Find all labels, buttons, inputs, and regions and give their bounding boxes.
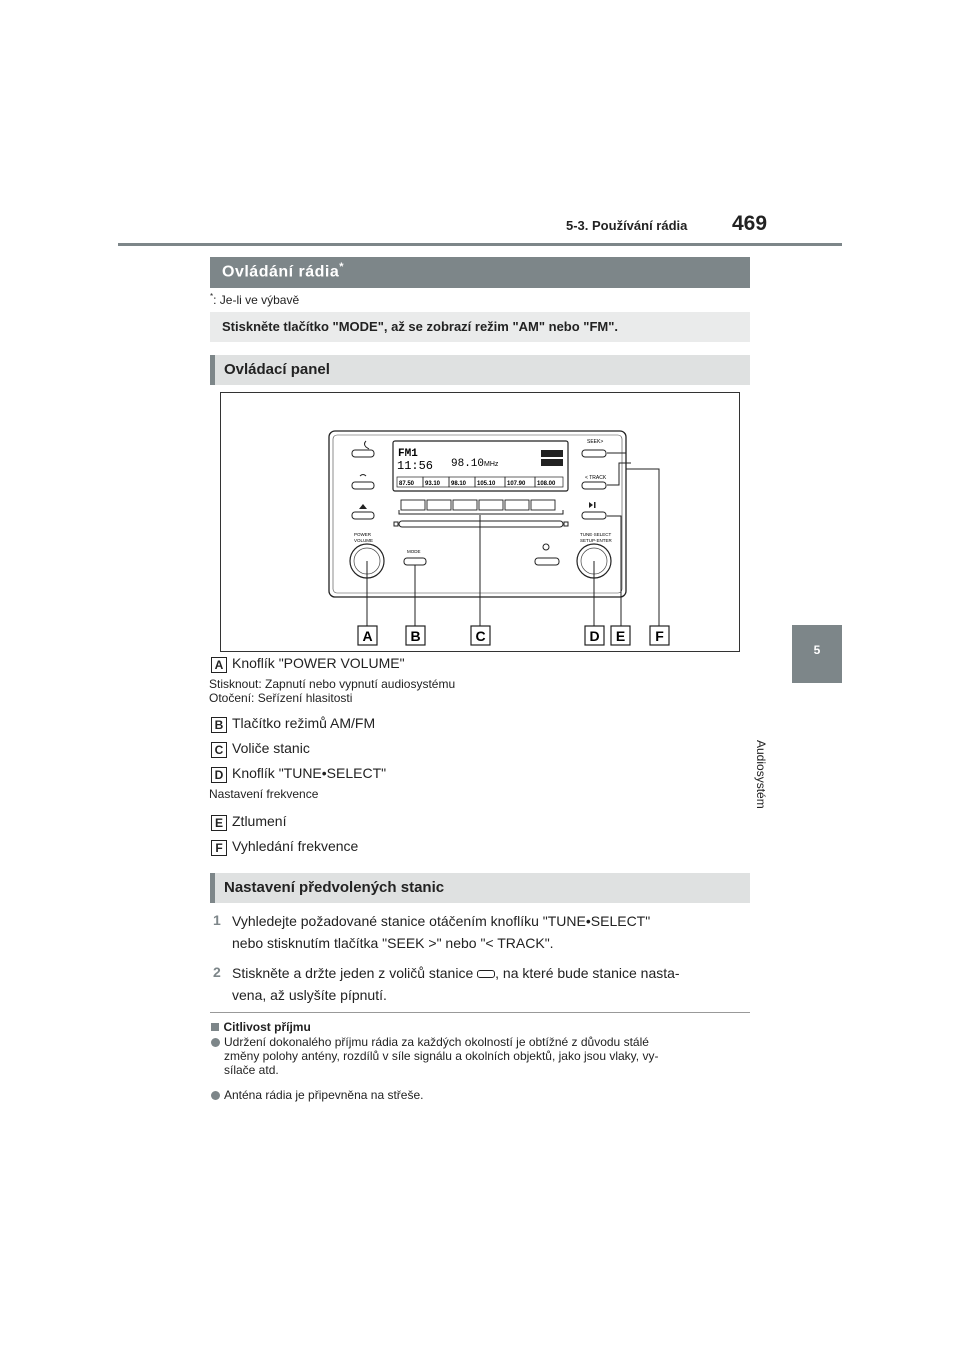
section-title-presets: Nastavení předvolených stanic [224, 879, 445, 896]
legend-label: Ztlumení [232, 813, 287, 829]
tune-select-label: TUNE·SELECT SETUP·ENTER [580, 532, 612, 543]
chapter-label: Audiosystém [754, 740, 768, 809]
seek-button [582, 450, 606, 457]
legend-detail: Stisknout: Zapnutí nebo vypnutí audiosystému [209, 677, 456, 691]
step-text: Vyhledejte požadované stanice otáčením knoflíku "TUNE•SELECT" nebo stisknutím tlačítka "SEEK >" nebo "< TRACK". [232, 913, 651, 951]
step-text: Stiskněte a držte jeden z voličů stanice , na které bude stanice nasta- vena, až uslyšíte pípnutí. [232, 965, 680, 1003]
notes-divider [210, 1012, 750, 1013]
legend-badge: A [211, 657, 227, 673]
station-preset-buttons [399, 500, 563, 514]
phone-icon [365, 441, 370, 449]
mute-button [582, 512, 606, 519]
callout-labels [358, 626, 669, 645]
page-number: 469 [732, 212, 768, 235]
mode-label: MODE [407, 549, 421, 554]
legend-badge: B [211, 717, 227, 733]
display-preset-value: 87.50 [399, 481, 415, 487]
station-preset-button [401, 500, 425, 510]
radio-panel-illustration [221, 393, 739, 651]
display-preset-value: 93.10 [425, 481, 441, 487]
callout-letter-c: C [475, 628, 486, 644]
station-preset-button [505, 500, 529, 510]
chapter-tab: 5 [792, 625, 842, 683]
note-item: Anténa rádia je připevněna na střeše. [211, 1088, 423, 1102]
display-preset-value: 98.10 [451, 481, 467, 487]
display-band: FM1 [398, 448, 418, 460]
station-preset-button [479, 500, 503, 510]
brightness-icon [543, 544, 549, 550]
station-preset-button [531, 500, 555, 510]
legend-item-d [211, 765, 386, 801]
control-panel-figure [220, 392, 740, 652]
hangup-button [352, 482, 374, 489]
display-time: 11:56 [397, 459, 434, 473]
legend-label: Knoflík "TUNE•SELECT" [232, 765, 387, 781]
power-volume-label: POWER VOLUME [354, 532, 374, 543]
display-preset-value: 108.00 [537, 481, 556, 487]
legend-label: Knoflík "POWER VOLUME" [232, 655, 405, 671]
callout-letter-a: A [362, 628, 373, 644]
legend-item-b [211, 715, 375, 731]
square-bullet-icon [211, 1023, 219, 1031]
step-number: 2 [213, 964, 221, 980]
cd-indicator [541, 450, 563, 457]
display-presets [397, 477, 563, 487]
legend-label: Vyhledání frekvence [232, 838, 359, 854]
instruction-text: Stiskněte tlačítko "MODE", až se zobrazí režim "AM" nebo "FM". [222, 319, 618, 334]
display-preset-value: 105.10 [477, 481, 496, 487]
callout-letter-f: F [655, 628, 664, 644]
callout-letter-b: B [410, 628, 421, 644]
circle-bullet-icon [211, 1091, 220, 1100]
legend-detail: Otočení: Seřízení hlasitosti [209, 691, 353, 705]
display-preset-value: 107.90 [507, 481, 526, 487]
preset-button-icon [477, 970, 495, 978]
legend-item-a [211, 655, 455, 705]
header-rule [118, 243, 842, 246]
signal-indicator [541, 459, 563, 466]
station-preset-button [427, 500, 451, 510]
hangup-icon [360, 475, 366, 477]
track-button [582, 482, 606, 489]
track-label: < TRACK [585, 475, 607, 481]
mode-button [404, 558, 426, 565]
brightness-button [535, 558, 559, 565]
legend-item-c [211, 740, 310, 756]
eject-button [352, 512, 374, 519]
legend-item-e [211, 813, 286, 829]
legend-label: Voliče stanic [232, 740, 310, 756]
note-heading: Citlivost příjmu [211, 1018, 311, 1036]
cd-slot [399, 521, 563, 527]
display-unit: MHz [484, 461, 499, 468]
station-preset-button [453, 500, 477, 510]
display-frequency: 98.10 [451, 458, 485, 470]
section-title: 5-3. Používání rádia [566, 218, 688, 233]
legend-item-f [211, 838, 358, 854]
note-item: Udržení dokonalého příjmu rádia za každých okolností je obtížné z důvodu stálé změny polohy antény, rozdílů v síle signálu a okolních objektů, jako jsou vlaky, vy- sílače atd. [211, 1035, 658, 1077]
footnote: *: Je-li ve výbavě [210, 292, 300, 307]
step-number: 1 [213, 912, 221, 928]
phone-button [352, 450, 374, 457]
legend-label: Tlačítko režimů AM/FM [232, 715, 376, 731]
legend-badge: D [211, 767, 227, 783]
legend-detail: Nastavení frekvence [209, 787, 319, 801]
legend-badge: F [211, 840, 227, 856]
circle-bullet-icon [211, 1038, 220, 1047]
eject-icon [359, 504, 367, 509]
legend-badge: E [211, 815, 227, 831]
callout-leaders [367, 453, 659, 626]
callout-letter-d: D [589, 628, 600, 644]
legend-badge: C [211, 742, 227, 758]
play-pause-icon [589, 502, 593, 508]
seek-label: SEEK> [587, 439, 604, 445]
section-title-panel: Ovládací panel [224, 361, 330, 378]
callout-letter-e: E [615, 628, 626, 644]
page-title: Ovládání rádia* [222, 261, 345, 281]
